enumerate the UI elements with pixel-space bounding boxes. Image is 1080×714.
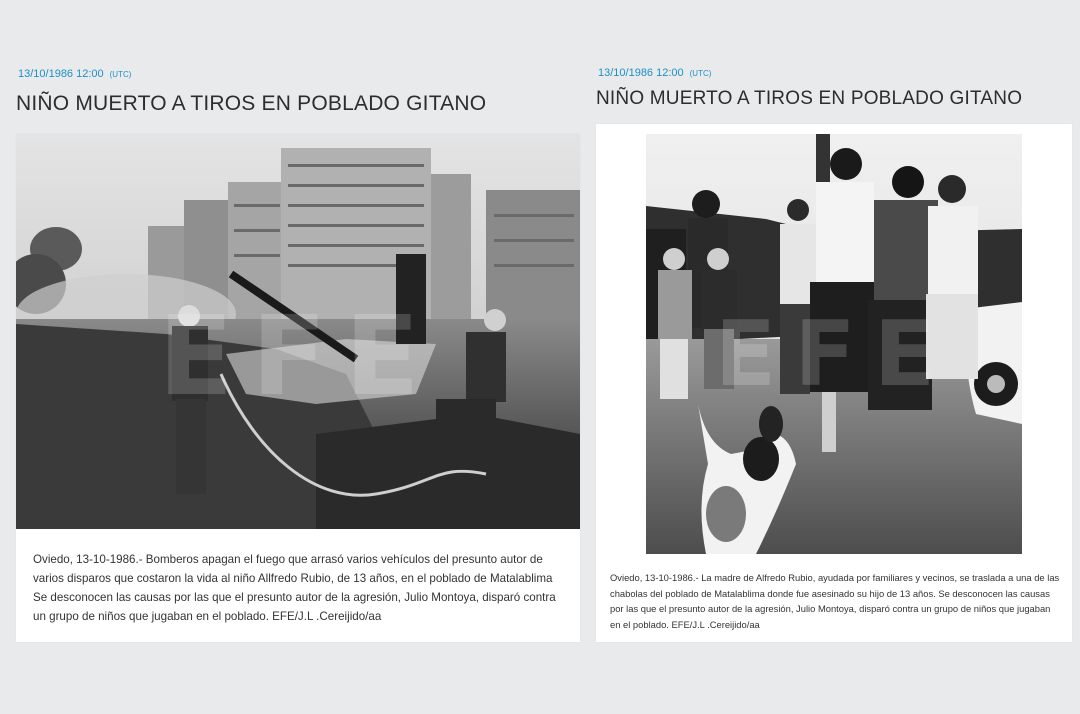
article-card <box>596 124 1072 642</box>
article-date <box>18 68 131 80</box>
timezone-label: (UTC) <box>689 69 712 78</box>
article-title[interactable]: NIÑO MUERTO A TIROS EN POBLADO GITANO <box>16 92 487 115</box>
article-card <box>16 134 580 642</box>
article-caption: Oviedo, 13-10-1986.- Bomberos apagan el fuego que arrasó varios vehículos del presunto autor de varios disparos que costaron la vida al niño Allfredo Rubio, de 13 años, en el poblado de Matalablima Se desconocen las causas por las que el presunto autor de la agresión, Julio Montoya, disparó contra un grupo de niños que jugaban en el poblado. EFE/J.L .Cereijido/aa <box>33 553 556 623</box>
date-text: 13/10/1986 12:00 <box>18 68 104 80</box>
fire-scene-photo <box>16 134 580 529</box>
article-photo[interactable] <box>646 134 1022 554</box>
article-photo[interactable] <box>16 134 580 529</box>
article-date <box>598 67 711 79</box>
article-title[interactable]: NIÑO MUERTO A TIROS EN POBLADO GITANO <box>596 88 1023 109</box>
timezone-label: (UTC) <box>109 70 132 79</box>
date-text: 13/10/1986 12:00 <box>598 67 684 79</box>
family-scene-photo <box>646 134 1022 554</box>
article-caption: Oviedo, 13-10-1986.- La madre de Alfredo Rubio, ayudada por familiares y vecinos, se traslada a una de las chabolas del poblado de Matalablima donde fue asesinado su hijo de 13 años. Se desconocen las causas por las que el presunto autor de la agresión, Julio Montoya, disparó contra un grupo de niños que jugaban en el poblado. EFE/J.L .Cereijido/aa <box>610 572 1060 630</box>
